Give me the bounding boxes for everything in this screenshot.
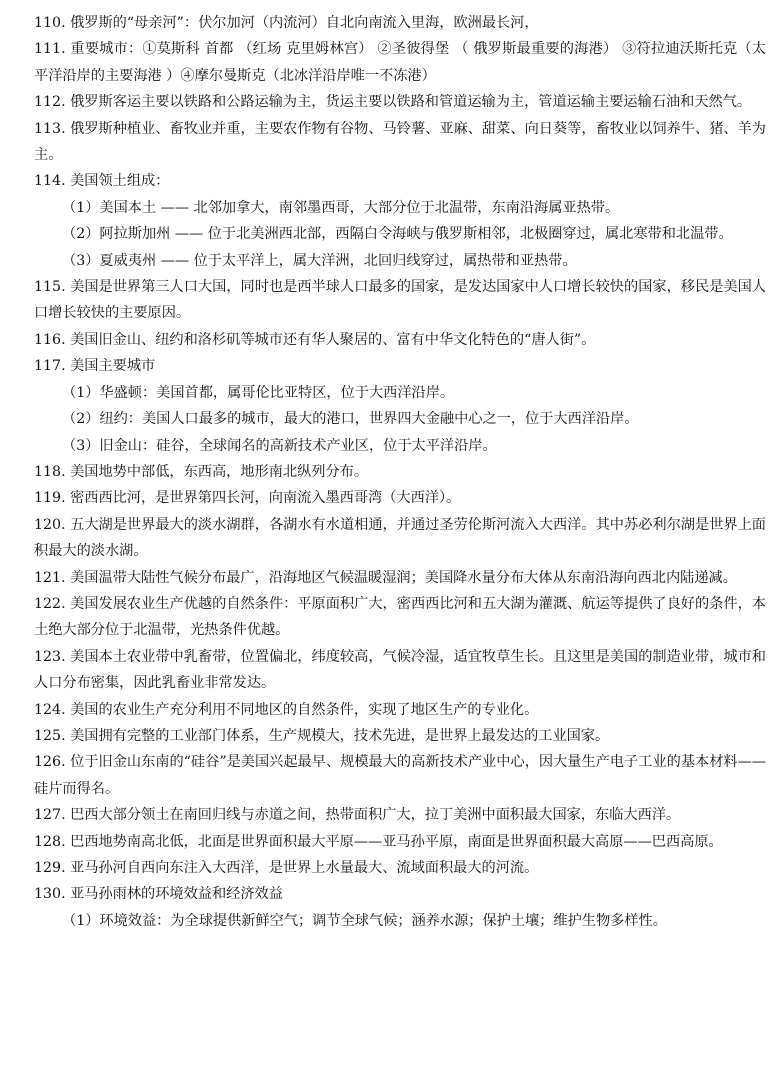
- numbered-item: 124. 美国的农业生产充分利用不同地区的自然条件，实现了地区生产的专业化。: [34, 701, 539, 718]
- sub-item: （1）华盛顿：美国首都，属哥伦比亚特区，位于大西洋沿岸。: [62, 384, 455, 401]
- numbered-item: 128. 巴西地势南高北低，北面是世界面积最大平原——亚马孙平原，南面是世界面积最大高原——巴西高原。: [34, 833, 723, 850]
- numbered-item: 129. 亚马孙河自西向东注入大西洋，是世界上水量最大、流域面积最大的河流。: [34, 860, 539, 876]
- numbered-item: 113. 俄罗斯种植业、畜牧业并重，主要农作物有谷物、马铃薯、亚麻、甜菜、向日葵等，畜牧业以饲养牛、猪、羊为主。: [34, 120, 766, 164]
- numbered-item: 118. 美国地势中部低，东西高，地形南北纵列分布。: [34, 463, 369, 480]
- numbered-item: 127. 巴西大部分领土在南回归线与赤道之间，热带面积广大，拉丁美洲中面积最大国家，东临大西洋。: [34, 807, 681, 824]
- numbered-item: 121. 美国温带大陆性气候分布最广，沿海地区气候温暖湿润；美国降水量分布大体从东南沿海向西北内陆递减。: [34, 569, 737, 586]
- numbered-item: 112. 俄罗斯客运主要以铁路和公路运输为主，货运主要以铁路和管道运输为主，管道运输主要运输石油和天然气。: [34, 94, 752, 111]
- numbered-item: 110. 俄罗斯的“母亲河”：伏尔加河（内流河）自北向南流入里海，欧洲最长河，: [34, 15, 539, 31]
- numbered-item: 120. 五大湖是世界最大的淡水湖群，各湖水有水道相通，并通过圣劳伦斯河流入大西洋。其中苏必利尔湖是世界上面积最大的淡水湖。: [34, 516, 766, 560]
- document-body: [34, 10, 766, 934]
- numbered-item: 126. 位于旧金山东南的“硅谷”是美国兴起最早、规模最大的高新技术产业中心，因大量生产电子工业的基本材料——硅片而得名。: [34, 754, 766, 797]
- numbered-item: 117. 美国主要城市: [34, 358, 156, 375]
- numbered-item: 114. 美国领土组成：: [34, 173, 170, 190]
- sub-item: （1）美国本土 —— 北邻加拿大，南邻墨西哥，大部分位于北温带，东南沿海属亚热带。: [62, 199, 620, 216]
- numbered-item: 111. 重要城市：①莫斯科 首都 （红场 克里姆林宫） ②圣彼得堡 （ 俄罗斯最重要的海港） ③符拉迪沃斯托克（太平洋沿岸的主要海港 ）④摩尔曼斯克（北冰洋沿岸唯一不冻港）: [34, 41, 766, 84]
- numbered-item: 115. 美国是世界第三人口大国，同时也是西半球人口最多的国家，是发达国家中人口增长较快的国家，移民是美国人口增长较快的主要原因。: [34, 279, 766, 322]
- sub-item: （3）旧金山：硅谷，全球闻名的高新技术产业区，位于太平洋沿岸。: [62, 437, 497, 454]
- sub-item: （3）夏威夷州 —— 位于太平洋上，属大洋洲，北回归线穿过，属热带和亚热带。: [62, 252, 577, 269]
- sub-item: （1）环境效益：为全球提供新鲜空气；调节全球气候；涵养水源；保护土壤；维护生物多样性。: [62, 912, 667, 929]
- sub-item: （2）纽约：美国人口最多的城市，最大的港口，世界四大金融中心之一，位于大西洋沿岸。: [62, 411, 639, 428]
- sub-item: （2）阿拉斯加州 —— 位于北美洲西北部，西隔白令海峡与俄罗斯相邻，北极圈穿过，属北寒带和北温带。: [62, 226, 733, 243]
- numbered-item: 116. 美国旧金山、纽约和洛杉矶等城市还有华人聚居的、富有中华文化特色的“唐人街”。: [34, 331, 596, 348]
- numbered-item: 125. 美国拥有完整的工业部门体系，生产规模大，技术先进，是世界上最发达的工业国家。: [34, 727, 610, 744]
- numbered-item: 123. 美国本土农业带中乳畜带，位置偏北，纬度较高，气候冷湿，适宜牧草生长。且这里是美国的制造业带，城市和人口分布密集，因此乳畜业非常发达。: [34, 648, 766, 692]
- numbered-item: 130. 亚马孙雨林的环境效益和经济效益: [34, 886, 283, 903]
- numbered-item: 122. 美国发展农业生产优越的自然条件：平原面积广大，密西西比河和五大湖为灌溉、航运等提供了良好的条件，本土绝大部分位于北温带，光热条件优越。: [34, 595, 766, 639]
- numbered-item: 119. 密西西比河，是世界第四长河，向南流入墨西哥湾（大西洋）。: [34, 490, 461, 507]
